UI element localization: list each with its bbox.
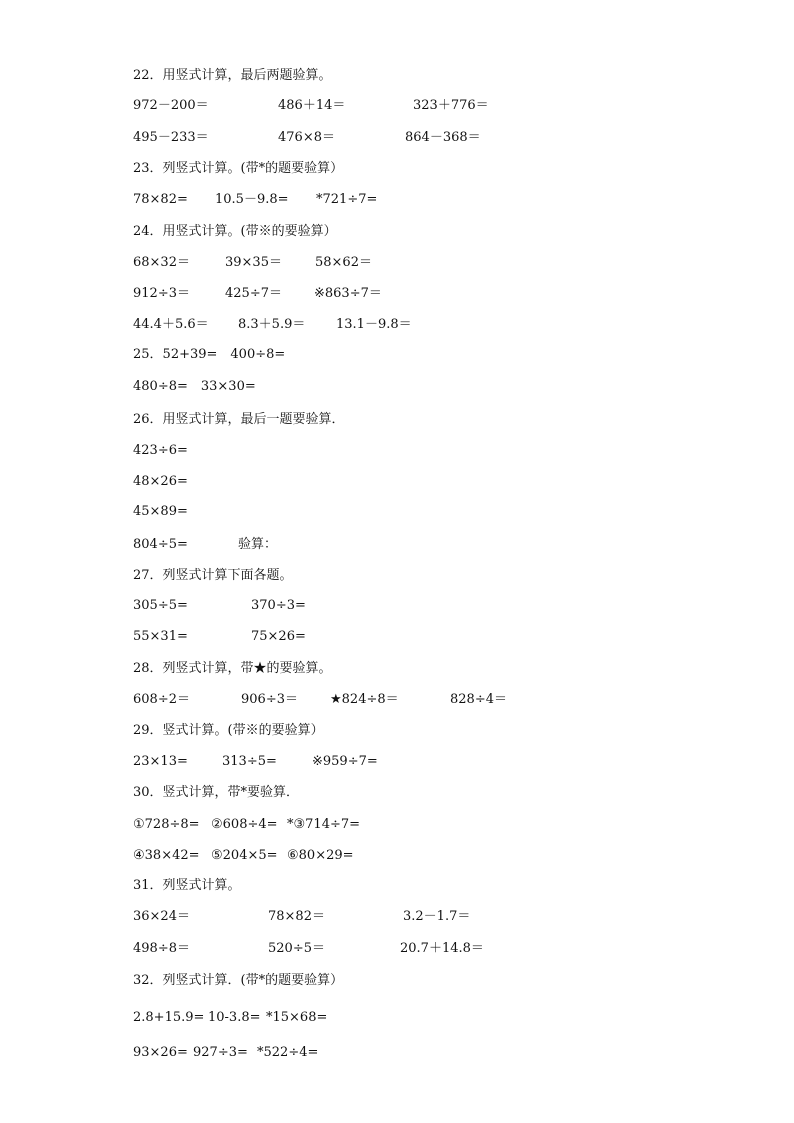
- question-title: 22．用竖式计算，最后两题验算。: [133, 68, 332, 83]
- question-title: 28．列竖式计算，带★的要验算。: [133, 661, 332, 676]
- problem-item: 370÷3=: [251, 598, 306, 613]
- question-title: 31．列竖式计算。: [133, 878, 241, 893]
- problem-item: 68×32＝: [133, 255, 190, 270]
- problem-item: 78×82=: [133, 192, 188, 207]
- problem-item: ★824÷8＝: [330, 692, 399, 707]
- problem-item: 78×82＝: [268, 909, 325, 924]
- problem-item: 验算：: [238, 537, 278, 552]
- problem-item: 55×31=: [133, 629, 188, 644]
- problem-item: 39×35＝: [225, 255, 282, 270]
- problem-item: 45×89=: [133, 504, 188, 519]
- problem-item: 48×26=: [133, 474, 188, 489]
- problem-item: 498÷8＝: [133, 941, 190, 956]
- question-title: 32．列竖式计算．(带*的题要验算）: [133, 973, 344, 988]
- problem-item: 305÷5=: [133, 598, 188, 613]
- problem-item: *③714÷7=: [287, 817, 361, 832]
- question-title: 27．列竖式计算下面各题。: [133, 568, 293, 583]
- problem-item: ①728÷8=: [133, 817, 200, 832]
- problem-item: 2.8+15.9=: [133, 1010, 205, 1025]
- problem-item: 608÷2＝: [133, 692, 190, 707]
- problem-item: 44.4＋5.6＝: [133, 317, 209, 332]
- problem-item: 486＋14＝: [278, 98, 346, 113]
- problem-item: ⑤204×5=: [211, 848, 278, 863]
- problem-item: ※863÷7＝: [314, 286, 382, 301]
- problem-item: 75×26=: [251, 629, 306, 644]
- problem-item: ※959÷7=: [312, 754, 378, 769]
- problem-item: 520÷5＝: [268, 941, 325, 956]
- problem-item: 13.1－9.8＝: [336, 317, 412, 332]
- problem-item: 828÷4＝: [450, 692, 507, 707]
- problem-item: ⑥80×29=: [287, 848, 354, 863]
- problem-item: 23×13=: [133, 754, 188, 769]
- question-title: 25．52+39= 400÷8=: [133, 347, 286, 362]
- problem-item: ②608÷4=: [211, 817, 278, 832]
- problem-item: 476×8＝: [278, 130, 335, 145]
- problem-item: 323＋776＝: [413, 98, 489, 113]
- question-title: 26．用竖式计算，最后一题要验算．: [133, 412, 345, 427]
- problem-item: 3.2－1.7＝: [403, 909, 471, 924]
- problem-item: 10-3.8=: [208, 1010, 261, 1025]
- problem-item: *721÷7=: [316, 192, 378, 207]
- problem-item: 804÷5=: [133, 537, 188, 552]
- problem-item: 423÷6=: [133, 443, 188, 458]
- problem-item: 912÷3＝: [133, 286, 190, 301]
- problem-item: 8.3＋5.9＝: [238, 317, 306, 332]
- problem-item: 313÷5=: [222, 754, 277, 769]
- problem-item: 495－233＝: [133, 130, 209, 145]
- problem-item: 906÷3＝: [241, 692, 298, 707]
- problem-item: 36×24＝: [133, 909, 190, 924]
- problem-item: 972－200＝: [133, 98, 209, 113]
- problem-item: 864－368＝: [405, 130, 481, 145]
- question-title: 23．列竖式计算。(带*的题要验算）: [133, 161, 344, 176]
- problem-item: *522÷4=: [257, 1045, 319, 1060]
- problem-item: 480÷8= 33×30=: [133, 379, 256, 394]
- question-title: 29．竖式计算。(带※的要验算）: [133, 723, 324, 738]
- problem-item: 10.5－9.8=: [215, 192, 289, 207]
- problem-item: 927÷3=: [193, 1045, 248, 1060]
- problem-item: *15×68=: [266, 1010, 328, 1025]
- problem-item: 93×26=: [133, 1045, 188, 1060]
- problem-item: 20.7＋14.8＝: [400, 941, 484, 956]
- question-title: 30．竖式计算，带*要验算．: [133, 785, 300, 800]
- problem-item: 58×62＝: [315, 255, 372, 270]
- problem-item: 425÷7＝: [225, 286, 282, 301]
- problem-item: ④38×42=: [133, 848, 200, 863]
- question-title: 24．用竖式计算。(带※的要验算）: [133, 224, 337, 239]
